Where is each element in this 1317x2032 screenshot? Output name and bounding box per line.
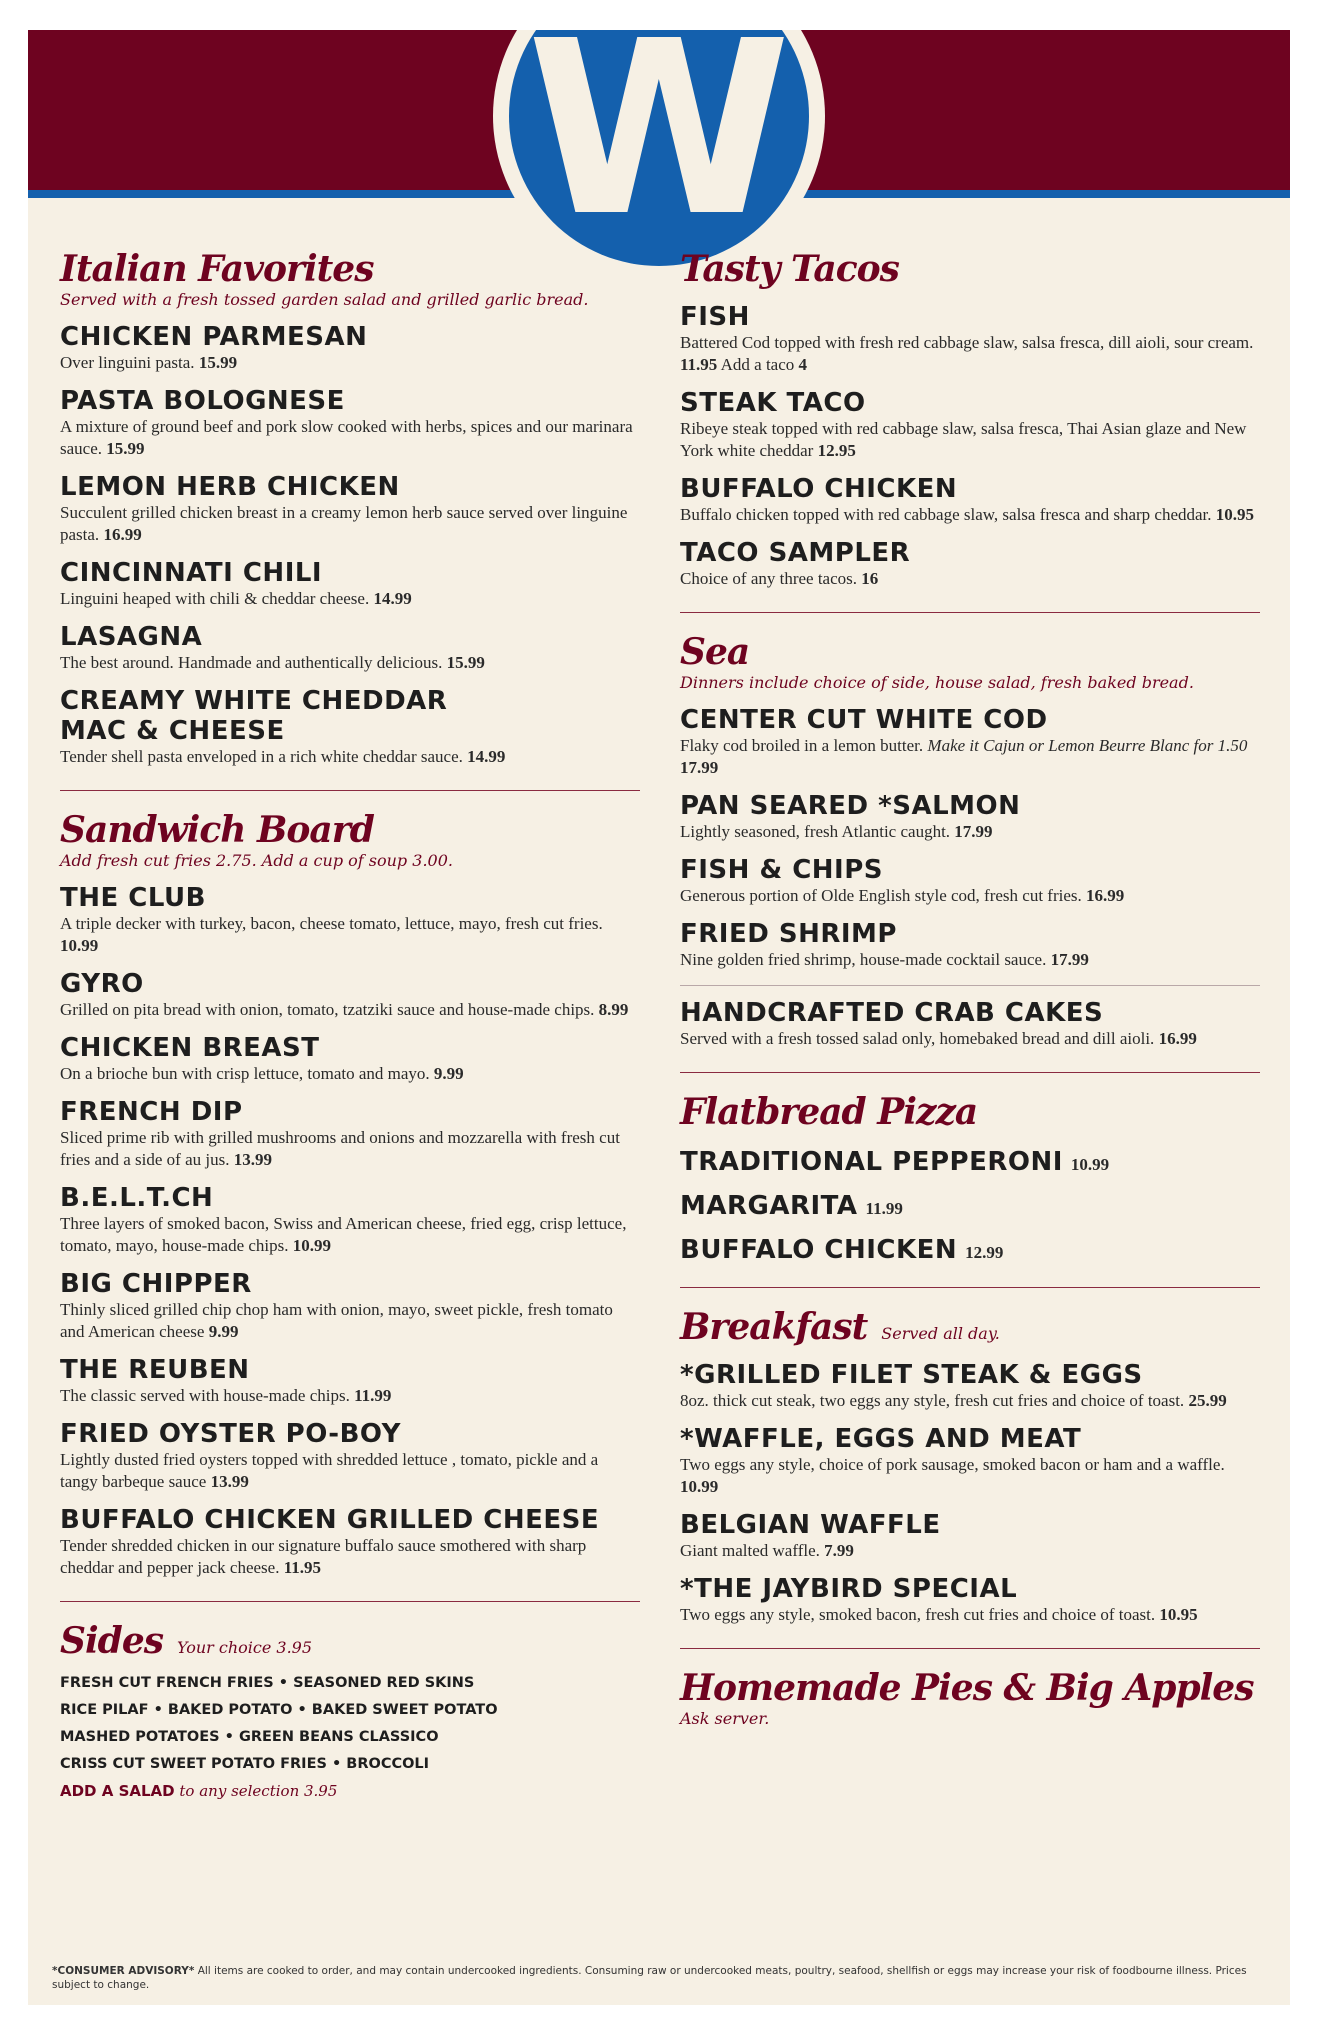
section-title: Sea: [680, 631, 750, 673]
sides-line: RICE PILAF • BAKED POTATO • BAKED SWEET POTATO: [60, 1702, 498, 1718]
menu-item: [60, 1505, 640, 1579]
item-name: TRADITIONAL PEPPERONI: [680, 1147, 1063, 1177]
item-price: 10.95: [1215, 505, 1255, 524]
item-name: TACO SAMPLER: [680, 538, 911, 568]
item-desc: Lightly dusted fried oysters topped with shredded lettuce , tomato, pickle and a tangy barbeque sauce 13.99: [60, 1450, 599, 1491]
menu-item: [60, 622, 640, 674]
item-name: B.E.L.T.CH: [60, 1183, 214, 1213]
item-desc: On a brioche bun with crisp lettuce, tomato and mayo. 9.99: [60, 1064, 464, 1083]
item-price: 10.99: [292, 1236, 332, 1255]
item-desc: 8oz. thick cut steak, two eggs any style, fresh cut fries and choice of toast. 25.99: [680, 1391, 1227, 1410]
item-desc: Choice of any three tacos. 16: [680, 569, 879, 588]
left-column: [60, 248, 640, 1805]
menu-item: [60, 969, 640, 1021]
menu-item: [60, 883, 640, 957]
section-note: Add fresh cut fries 2.75. Add a cup of soup 3.00.: [60, 851, 453, 870]
section-note: Served with a fresh tossed garden salad and grilled garlic bread.: [60, 290, 589, 309]
sides-list: [60, 1670, 640, 1805]
sides-line: CRISS CUT SWEET POTATO FRIES • BROCCOLI: [60, 1756, 430, 1772]
item-desc: Two eggs any style, smoked bacon, fresh cut fries and choice of toast. 10.95: [680, 1605, 1198, 1624]
item-desc: A mixture of ground beef and pork slow cooked with herbs, spices and our marinara sauce. 15.99: [60, 417, 633, 458]
item-name: BUFFALO CHICKEN: [680, 1235, 958, 1265]
item-desc: Grilled on pita bread with onion, tomato, tzatziki sauce and house-made chips. 8.99: [60, 1000, 629, 1019]
section-title: Sandwich Board: [60, 809, 374, 851]
item-desc: The classic served with house-made chips. 11.99: [60, 1386, 392, 1405]
item-name: THE REUBEN: [60, 1355, 250, 1385]
section-note: Your choice 3.95: [177, 1638, 313, 1657]
item-price: 17.99: [1050, 950, 1089, 969]
tasty-tacos-section: [680, 248, 1260, 590]
menu-item: [60, 386, 640, 460]
section-note: Dinners include choice of side, house salad, fresh baked bread.: [680, 673, 1194, 692]
item-price: 25.99: [1188, 1391, 1227, 1410]
menu-item: [680, 388, 1260, 462]
item-name: BELGIAN WAFFLE: [680, 1510, 941, 1540]
section-title: Tasty Tacos: [680, 248, 899, 290]
menu-item: [680, 855, 1260, 907]
item-price: 13.99: [210, 1472, 249, 1491]
menu-item: [680, 1235, 1260, 1265]
item-price: 11.95: [283, 1558, 322, 1577]
section-title: Sides: [60, 1620, 164, 1662]
item-price: 14.99: [467, 747, 506, 766]
item-desc: Three layers of smoked bacon, Swiss and American cheese, fried egg, crisp lettuce, tomato, mayo, house-made chips. 10.99: [60, 1214, 627, 1255]
menu-item: [60, 472, 640, 546]
item-name-line2: MAC & CHEESE: [60, 716, 285, 746]
item-price: 8.99: [598, 1000, 629, 1019]
item-price: 10.99: [60, 936, 99, 955]
item-desc: Tender shredded chicken in our signature buffalo sauce smothered with sharp cheddar and pepper jack cheese. 11.95: [60, 1536, 587, 1577]
item-desc: Linguini heaped with chili & cheddar cheese. 14.99: [60, 589, 412, 608]
w-logo-icon: [493, 0, 825, 282]
menu-item: [680, 1191, 1260, 1221]
menu-item: [60, 1097, 640, 1171]
item-desc: Giant malted waffle. 7.99: [680, 1541, 854, 1560]
section-title: Flatbread Pizza: [680, 1091, 978, 1133]
item-price: 17.99: [954, 822, 993, 841]
item-price: 11.95: [680, 355, 718, 374]
item-name: *GRILLED FILET STEAK & EGGS: [680, 1360, 1143, 1390]
item-desc: Over linguini pasta. 15.99: [60, 353, 238, 372]
right-column: [680, 248, 1260, 1733]
item-name: BIG CHIPPER: [60, 1269, 252, 1299]
menu-page: [28, 0, 1290, 2005]
item-desc: Battered Cod topped with fresh red cabbage slaw, salsa fresca, dill aioli, sour cream. 11.95 Add a taco 4: [680, 333, 1254, 374]
item-price: 11.99: [865, 1199, 903, 1218]
item-name: FISH & CHIPS: [680, 855, 883, 885]
breakfast-section: [680, 1306, 1260, 1626]
item-desc: Nine golden fried shrimp, house-made cocktail sauce. 17.99: [680, 950, 1089, 969]
item-desc: Thinly sliced grilled chip chop ham with onion, mayo, sweet pickle, fresh tomato and American cheese 9.99: [60, 1300, 613, 1341]
item-price: 9.99: [208, 1322, 239, 1341]
item-name: CINCINNATI CHILI: [60, 558, 323, 588]
section-divider: [680, 1648, 1260, 1649]
section-divider: [680, 1287, 1260, 1288]
flatbread-pizza-section: [680, 1091, 1260, 1265]
item-name: MARGARITA: [680, 1191, 858, 1221]
menu-item: [680, 1510, 1260, 1562]
item-name: CHICKEN PARMESAN: [60, 322, 368, 352]
advisory-label: *CONSUMER ADVISORY*: [52, 1965, 195, 1977]
item-desc: Two eggs any style, choice of pork sausage, smoked bacon or ham and a waffle. 10.99: [680, 1455, 1225, 1496]
consumer-advisory: [52, 1964, 1282, 1992]
menu-item: [680, 791, 1260, 843]
menu-item: [680, 474, 1260, 526]
item-price: 15.99: [446, 653, 485, 672]
section-title: Italian Favorites: [60, 248, 374, 290]
menu-item: [680, 1147, 1260, 1177]
item-name: *THE JAYBIRD SPECIAL: [680, 1574, 1018, 1604]
advisory-text: All items are cooked to order, and may contain undercooked ingredients. Consuming raw or undercooked meats, poultry, seafood, shellfish or eggs may increase your risk of foodbourne illness. Prices subject to change.: [52, 1965, 1247, 1991]
menu-item: [680, 705, 1260, 779]
menu-item: [60, 1033, 640, 1085]
item-desc: The best around. Handmade and authentically delicious. 15.99: [60, 653, 485, 672]
item-price: 12.95: [817, 441, 856, 460]
item-name: CREAMY WHITE CHEDDAR: [60, 686, 448, 716]
item-desc: Succulent grilled chicken breast in a creamy lemon herb sauce served over linguine pasta. 16.99: [60, 503, 628, 544]
item-price: 16.99: [103, 525, 142, 544]
section-divider: [680, 1072, 1260, 1073]
logo-letter: W: [526, 0, 792, 269]
item-desc: Served with a fresh tossed salad only, homebaked bread and dill aioli. 16.99: [680, 1029, 1197, 1048]
item-desc: Ribeye steak topped with red cabbage slaw, salsa fresca, Thai Asian glaze and New York white cheddar 12.95: [680, 419, 1247, 460]
menu-item: [680, 1424, 1260, 1498]
item-name: *WAFFLE, EGGS AND MEAT: [680, 1424, 1082, 1454]
item-price: 13.99: [233, 1150, 272, 1169]
item-name: FISH: [680, 302, 750, 332]
menu-item: [60, 1355, 640, 1407]
menu-item: [680, 998, 1260, 1050]
item-name: HANDCRAFTED CRAB CAKES: [680, 998, 1104, 1028]
add-salad-line: ADD A SALAD to any selection 3.95: [60, 1782, 338, 1800]
section-note: Ask server.: [680, 1709, 770, 1728]
item-desc: Generous portion of Olde English style cod, fresh cut fries. 16.99: [680, 886, 1125, 905]
item-price: 11.99: [354, 1386, 392, 1405]
item-price: 9.99: [433, 1064, 464, 1083]
menu-item: [680, 538, 1260, 590]
item-name: STEAK TACO: [680, 388, 866, 418]
item-desc: Sliced prime rib with grilled mushrooms and onions and mozzarella with fresh cut fries and a side of au jus. 13.99: [60, 1128, 620, 1169]
item-name: FRIED SHRIMP: [680, 919, 897, 949]
item-name: THE CLUB: [60, 883, 206, 913]
item-name: BUFFALO CHICKEN: [680, 474, 958, 504]
section-divider: [60, 790, 640, 791]
item-price: 10.95: [1159, 1605, 1198, 1624]
item-desc: A triple decker with turkey, bacon, cheese tomato, lettuce, mayo, fresh cut fries. 10.99: [60, 914, 603, 955]
item-name: CENTER CUT WHITE COD: [680, 705, 1048, 735]
menu-item: [680, 919, 1260, 971]
item-desc: Lightly seasoned, fresh Atlantic caught. 17.99: [680, 822, 993, 841]
sides-line: MASHED POTATOES • GREEN BEANS CLASSICO: [60, 1729, 439, 1745]
sides-section: [60, 1620, 640, 1805]
item-name: CHICKEN BREAST: [60, 1033, 320, 1063]
section-title: Homemade Pies & Big Apples: [680, 1667, 1254, 1709]
menu-item: [60, 1419, 640, 1493]
pies-section: [680, 1667, 1260, 1729]
item-name: PASTA BOLOGNESE: [60, 386, 345, 416]
item-name: PAN SEARED *SALMON: [680, 791, 1021, 821]
item-price: 16: [861, 569, 879, 588]
item-name: GYRO: [60, 969, 144, 999]
item-price: 15.99: [198, 353, 238, 372]
sub-divider: [680, 985, 1260, 986]
item-name: FRIED OYSTER PO-BOY: [60, 1419, 401, 1449]
item-price: 14.99: [373, 589, 412, 608]
sides-line: FRESH CUT FRENCH FRIES • SEASONED RED SKINS: [60, 1675, 475, 1691]
menu-item: [60, 1269, 640, 1343]
menu-item: [680, 1574, 1260, 1626]
section-divider: [680, 612, 1260, 613]
item-price: 12.99: [965, 1243, 1004, 1262]
section-divider: [60, 1601, 640, 1602]
item-name: FRENCH DIP: [60, 1097, 243, 1127]
item-name: BUFFALO CHICKEN GRILLED CHEESE: [60, 1505, 600, 1535]
item-name: LEMON HERB CHICKEN: [60, 472, 400, 502]
sandwich-board-section: [60, 809, 640, 1579]
menu-item: [60, 558, 640, 610]
italian-favorites-section: [60, 248, 640, 768]
item-price: 15.99: [106, 439, 145, 458]
section-note: Served all day.: [881, 1324, 1000, 1343]
item-desc: Flaky cod broiled in a lemon butter. Make it Cajun or Lemon Beurre Blanc for 1.50 17.99: [680, 736, 1248, 777]
item-price: 16.99: [1086, 886, 1125, 905]
menu-item: [680, 302, 1260, 376]
menu-item: [680, 1360, 1260, 1412]
sea-section: [680, 631, 1260, 1050]
item-name: LASAGNA: [60, 622, 203, 652]
section-title: Breakfast: [680, 1306, 868, 1348]
item-price: 16.99: [1158, 1029, 1197, 1048]
menu-item: [60, 1183, 640, 1257]
menu-item: [60, 686, 640, 768]
item-desc: Buffalo chicken topped with red cabbage slaw, salsa fresca and sharp cheddar. 10.95: [680, 505, 1255, 524]
item-price: 17.99: [680, 758, 719, 777]
menu-item: [60, 322, 640, 374]
item-price: 7.99: [824, 1541, 854, 1560]
item-price: 10.99: [1070, 1155, 1110, 1174]
item-desc: Tender shell pasta enveloped in a rich white cheddar sauce. 14.99: [60, 747, 506, 766]
item-price: 10.99: [680, 1477, 719, 1496]
